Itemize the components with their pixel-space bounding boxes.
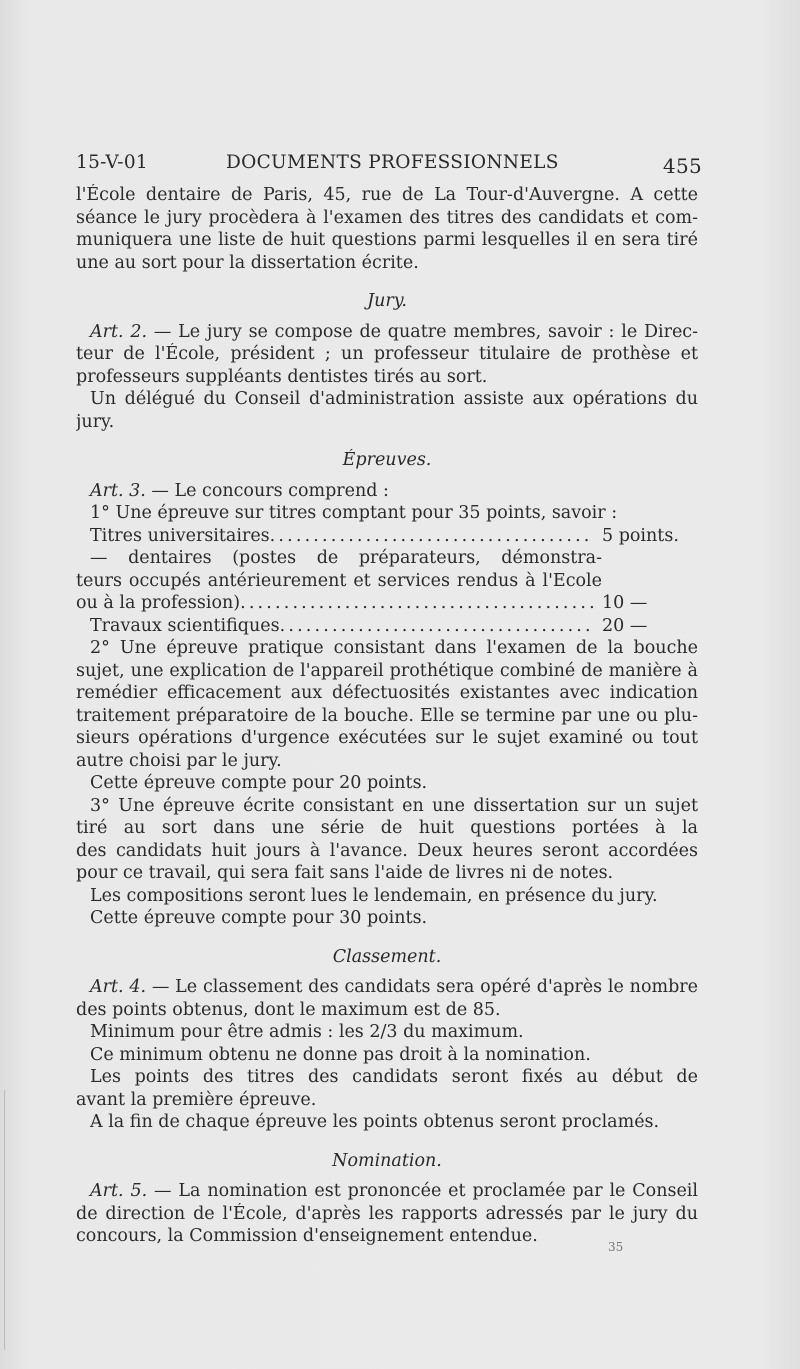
section-heading-epreuves: Épreuves.	[342, 450, 432, 470]
header-title: DOCUMENTS PROFESSIONNELS	[226, 152, 559, 173]
dentaires-row: ou à la profession) . . . 10 —	[76, 592, 698, 615]
article-5-line: concours, la Commission d'enseignement entendue.	[76, 1226, 538, 1246]
item-3-line: tiré au sort dans une série de huit questions portées à la	[76, 818, 698, 838]
item-2-line: 2° Une épreuve pratique consistant dans l'examen de la bouche	[90, 638, 698, 658]
travaux-row: Travaux scientifiques . . . 20 —	[76, 615, 698, 638]
intro-line: une au sort pour la dissertation écrite.	[76, 252, 419, 273]
item-2-line: traitement préparatoire de la bouche. Elle se termine par une ou plu-	[76, 705, 698, 726]
item-3-note: Les compositions seront lues le lendemain, en présence du jury.	[90, 885, 658, 906]
article-2-line: teur de l'École, président ; un professeur titulaire de prothèse et	[76, 344, 698, 364]
no-right-line: Ce minimum obtenu ne donne pas droit à la nomination.	[90, 1044, 591, 1065]
article-2-line: jury.	[76, 411, 115, 432]
signature-folio: 35	[608, 1240, 624, 1254]
intro-line: l'École dentaire de Paris, 45, rue de La Tour-d'Auvergne. A cette	[76, 185, 698, 205]
section-heading-jury: Jury.	[367, 291, 407, 311]
intro-line: séance le jury procèdera à l'examen des titres des candidats et com-	[76, 207, 698, 228]
section-heading-nomination: Nomination.	[332, 1150, 442, 1171]
article-label: Art. 3.	[90, 480, 146, 501]
titles-points-line: avant la première épreuve.	[76, 1089, 317, 1110]
item-2-line: sujet, une explication de l'appareil prothétique combiné de manière à	[76, 660, 698, 681]
item-1: 1° Une épreuve sur titres comptant pour 35 points, savoir :	[90, 503, 618, 523]
points-value: 20 —	[602, 615, 648, 636]
page-body	[76, 184, 698, 1248]
item-2-line: sieurs opérations d'urgence exécutées sur le sujet examiné ou tout	[76, 728, 698, 748]
item-3-line: pour ce travail, qui sera fait sans l'aide de livres ni de notes.	[76, 863, 614, 883]
section-heading-classement: Classement.	[332, 946, 442, 967]
dentaires-line: — dentaires (postes de préparateurs, démonstra-	[90, 548, 602, 568]
article-label: Art. 4.	[90, 977, 147, 997]
item-2-score: Cette épreuve compte pour 20 points.	[90, 773, 428, 793]
intro-line: muniquera une liste de huit questions parmi lesquelles il en sera tiré	[76, 230, 698, 250]
article-label: Art. 5.	[90, 1181, 148, 1201]
article-2-line: Art. 2. — Le jury se compose de quatre membres, savoir : le Direc-	[90, 321, 698, 342]
article-2-line: Un délégué du Conseil d'administration assiste aux opérations du	[90, 389, 698, 409]
titles-points-line: Les points des titres des candidats seront fixés au début de	[90, 1067, 698, 1087]
article-3-line: Art. 3. — Le concours comprend :	[90, 480, 389, 501]
article-5-line: de direction de l'École, d'après les rapports adressés par le jury du	[76, 1203, 698, 1224]
item-3-score: Cette épreuve compte pour 30 points.	[90, 908, 428, 928]
article-5-line: Art. 5. — La nomination est prononcée et proclamée par le Conseil	[90, 1181, 698, 1201]
header-date: 15-V-01	[76, 152, 148, 173]
item-2-line: remédier efficacement aux défectuosités existantes avec indication	[76, 683, 698, 703]
binding-edge	[4, 1090, 5, 1350]
article-2-line: professeurs suppléants dentistes tirés au sort.	[76, 366, 488, 387]
item-2-line: autre choisi par le jury.	[76, 750, 282, 771]
page-number: 455	[662, 154, 702, 178]
item-3-line: 3° Une épreuve écrite consistant en une dissertation sur un sujet	[90, 795, 698, 816]
titres-universitaires-row: Titres universitaires . . . 5 points.	[76, 525, 698, 548]
running-header	[76, 152, 702, 182]
dentaires-line: teurs occupés antérieurement et services rendus à l'Ecole	[76, 570, 602, 591]
article-label: Art. 2.	[90, 321, 148, 342]
points-value: 5 points.	[602, 525, 679, 546]
proclamation-line: A la fin de chaque épreuve les points obtenus seront proclamés.	[90, 1112, 660, 1132]
item-3-line: des candidats huit jours à l'avance. Deux heures seront accordées	[76, 840, 698, 861]
article-4-line: des points obtenus, dont le maximum est de 85.	[76, 999, 501, 1020]
points-value: 10 —	[602, 593, 648, 613]
article-4-line: Art. 4. — Le classement des candidats sera opéré d'après le nombre	[90, 977, 698, 997]
minimum-line: Minimum pour être admis : les 2/3 du maximum.	[90, 1022, 524, 1042]
